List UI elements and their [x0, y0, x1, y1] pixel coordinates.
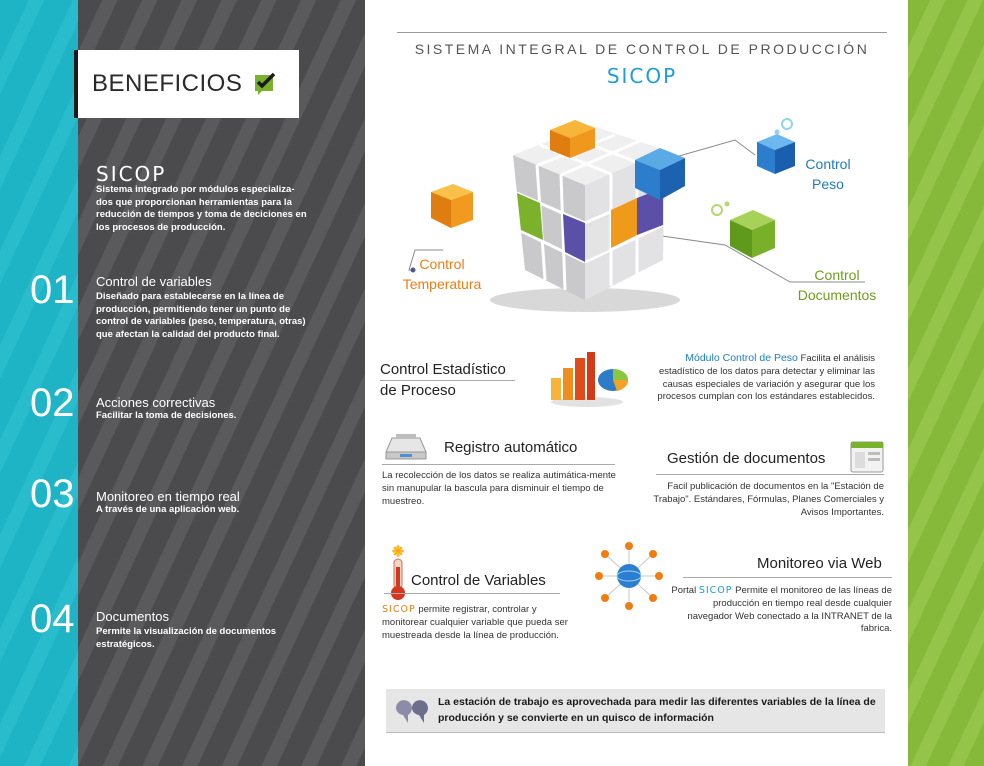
label-control-documentos [787, 265, 887, 305]
variables-text [382, 604, 570, 642]
item-title-monitoreo: Monitoreo en tiempo real [96, 489, 240, 504]
item-desc-monitoreo: A través de una aplicación web. [96, 504, 240, 515]
item-number-02: 02 [30, 381, 75, 425]
label-peso-line2: Peso [812, 176, 844, 192]
network-globe-icon [593, 540, 665, 612]
item-desc-documentos: Permite la visualización de documentos estratégicos. [96, 626, 277, 650]
label-control-peso [793, 154, 863, 194]
peso-module-description: Facilita el análisis estadístico de los datos para detectar y eliminar las causas especiales de variación y asegurar que los procesos cumplan con los estándares establecidos. [657, 353, 875, 403]
variables-brand: SICOP [382, 604, 416, 615]
web-description: Permite el monitoreo de las líneas de producción en tiempo real desde cualquier navegador Web conectado a la INTRANET de la fabrica. [687, 585, 892, 635]
page-title: SISTEMA INTEGRAL DE CONTROL DE PRODUCCIÓN [414, 41, 870, 57]
quote-icon [394, 697, 430, 725]
label-temp-line1: Control [419, 256, 465, 272]
quote-text: La estación de trabajo es aprovechada para medir las diferentes variables de la línea de producción y se convierte en un quisco de información [438, 696, 876, 724]
peso-module-text [650, 352, 875, 404]
web-title: Monitoreo via Web [757, 555, 882, 572]
spc-title-line2: de Proceso [380, 382, 456, 399]
registro-text: La recolección de los datos se realiza autimática-mente sin manupular la bascula para disminuir el tiempo de muestreo. [382, 470, 616, 507]
item-number-03: 03 [30, 472, 75, 516]
label-peso-line1: Control [805, 156, 851, 172]
registro-title: Registro automático [444, 439, 578, 456]
item-number-01: 01 [30, 268, 75, 312]
web-brand: SICOP [698, 585, 733, 596]
spc-title-line1: Control Estadístico [380, 361, 506, 378]
label-docs-line1: Control [814, 267, 860, 283]
spc-divider [380, 380, 515, 381]
web-text [670, 585, 892, 636]
item-desc-control-variables: Diseñado para establecerse en la línea de producción, permitiendo tener un punto de control de variables (peso, temperatura, otras) que afectan la calidad del producto final. [96, 291, 306, 340]
variables-title: Control de Variables [411, 572, 546, 589]
item-title-acciones: Acciones correctivas [96, 395, 216, 410]
sidebar-sicop-description: Sistema integrado por módulos especializa-dos que proporcionan herramientas para la reducción de tiempos y toma de deciciones en los procesos de producción. [96, 184, 307, 233]
web-divider [683, 577, 892, 578]
gestion-divider [656, 474, 884, 475]
gestion-text: Facil publicación de documentos en la "Estación de Trabajo". Estándares, Fórmulas, Planes Comerciales y Avisos Importantes. [653, 481, 884, 518]
header-brand: SICOP [606, 64, 678, 88]
chart-icon [545, 350, 630, 408]
document-window-icon [849, 438, 885, 474]
peso-module-label: Módulo Control de Peso [685, 352, 798, 364]
gestion-title: Gestión de documentos [667, 450, 826, 467]
variables-description: permite registrar, controlar y monitorear cualquier variable que pueda ser muestreada desde la línea de producción. [382, 604, 568, 641]
benefits-title: BENEFICIOS [92, 70, 243, 97]
item-desc-acciones: Facilitar la toma de decisiones. [96, 410, 237, 421]
label-docs-line2: Documentos [797, 287, 877, 303]
label-temp-line2: Temperatura [402, 276, 482, 292]
item-title-documentos: Documentos [96, 609, 169, 624]
check-icon [252, 71, 278, 97]
sidebar-sicop-logo: SICOP [96, 162, 167, 186]
item-title-control-variables: Control de variables [96, 274, 212, 289]
benefits-heading [74, 50, 299, 118]
variables-divider [384, 593, 560, 594]
right-green-band [908, 0, 984, 766]
quote-box [386, 689, 885, 733]
web-prefix: Portal [671, 585, 697, 596]
registro-divider [382, 464, 615, 465]
scale-icon [382, 432, 430, 462]
header-divider [397, 32, 887, 33]
item-number-04: 04 [30, 597, 75, 641]
label-control-temperatura [392, 254, 492, 294]
